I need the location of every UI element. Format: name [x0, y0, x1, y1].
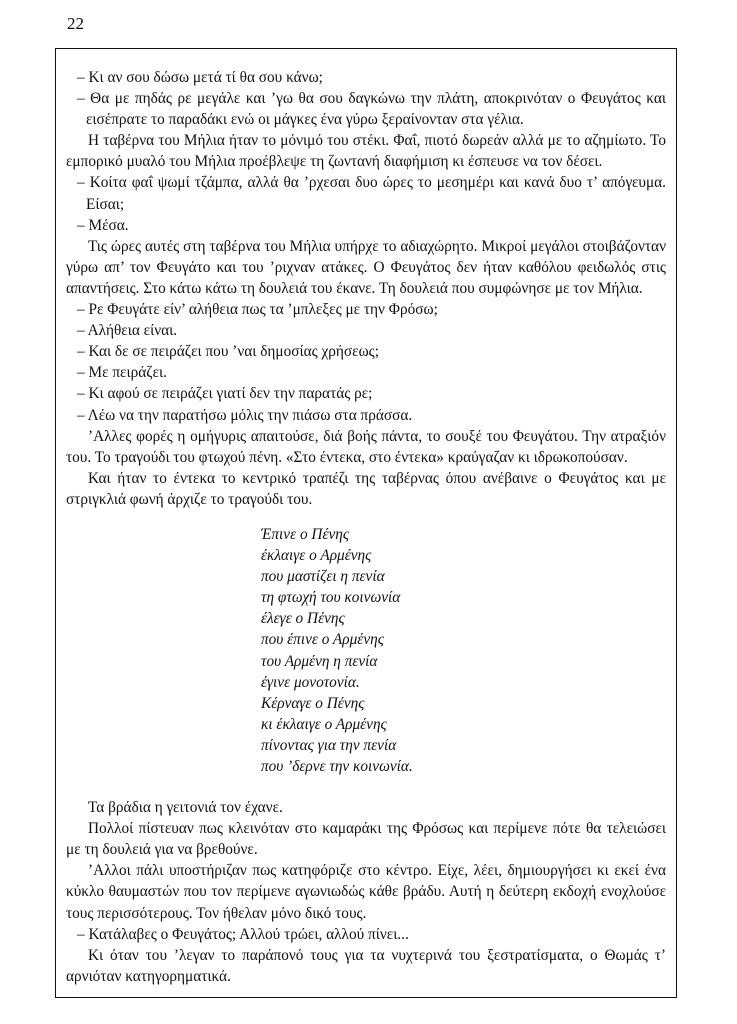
- page-body: [66, 67, 666, 987]
- poem-line: πίνοντας για την πενία: [261, 736, 397, 754]
- paragraph: Και ήταν το έντεκα το κεντρικό τραπέζι της ταβέρνας όπου ανέβαινε ο Φευγάτος και με στριγκλιά φωνή άρχιζε το τραγούδι του.: [66, 469, 666, 508]
- poem-line: κι έκλαιγε ο Αρμένης: [261, 715, 387, 733]
- poem: [261, 524, 666, 777]
- bottom-section: [66, 797, 666, 987]
- paragraph: ’Αλλοι πάλι υποστήριζαν πως κατηφόριζε στο κέντρο. Είχε, λέει, δημιουργήσει κι εκεί ένα κύκλο θαυμαστών που τον περίμενε αγωνιωδώς κάθε βράδυ. Αυτή η δεύτερη εκδοχή ενοχλούσε τους περισσότερους. Τον ήθελαν μόνο δικό τους.: [66, 862, 666, 922]
- page-number: 22: [67, 14, 84, 33]
- poem-line: του Αρμένη η πενία: [261, 652, 378, 670]
- dialogue-line: – Και δε σε πειράζει που ’ναι δημοσίας χρήσεως;: [77, 343, 379, 361]
- poem-line: Κέρναγε ο Πένης: [261, 694, 365, 712]
- paragraph: Κι όταν του ’λεγαν το παράπονό τους για τα νυχτερινά του ξεστρατίσματα, ο Θωμάς τ’ αρνιόταν κατηγορηματικά.: [66, 946, 666, 985]
- poem-line: έγινε μονοτονία.: [261, 673, 360, 691]
- paragraph: Τις ώρες αυτές στη ταβέρνα του Μήλια υπήρχε το αδιαχώρητο. Μικροί μεγάλοι στοιβάζονταν γύρω απ’ τον Φευγάτο και του ’ριχναν ατάκες. Ο Φευγάτος δεν ήταν καθόλου φειδωλός στις απαντήσεις. Στο κάτω κάτω τη δουλειά του έκανε. Τη δουλειά που συμφώνησε με τον Μήλια.: [66, 237, 666, 297]
- dialogue-line: – Ρε Φευγάτε είν’ αλήθεια πως τα ’μπλεξες με την Φρόσω;: [77, 301, 438, 319]
- dialogue-line: – Κατάλαβες ο Φευγάτος; Αλλού τρώει, αλλού πίνει...: [77, 925, 409, 943]
- poem-line: που έπινε ο Αρμένης: [261, 631, 384, 649]
- paragraph: Πολλοί πίστευαν πως κλεινόταν στο καμαράκι της Φρόσως και περίμενε πότε θα τελειώσει με τη δουλειά για να βρεθούνε.: [66, 820, 666, 859]
- paragraph: ’Αλλες φορές η ομήγυρις απαιτούσε, διά βοής πάντα, το σουξέ του Φευγάτου. Την ατραξιόν του. Το τραγούδι του φτωχού πένη. «Στο έντεκα, στο έντεκα» κραύγαζαν κι ιδρωκοπούσαν.: [66, 427, 666, 466]
- paragraph: Τα βράδια η γειτονιά τον έχανε.: [88, 799, 283, 817]
- poem-line: Έπινε ο Πένης: [261, 525, 350, 543]
- poem-line: που μαστίζει η πενία: [261, 568, 385, 586]
- dialogue-line: – Θα με πηδάς ρε μεγάλε και ’γω θα σου δαγκώνω την πλάτη, αποκρινόταν ο Φευγάτος και εισέπρατε το παραδάκι ενώ οι μάγκες ένα γύρω ξεραίνονταν στα γέλια.: [77, 90, 666, 129]
- top-section: [66, 67, 666, 510]
- dialogue-line: – Κι αν σου δώσω μετά τί θα σου κάνω;: [77, 69, 323, 86]
- dialogue-line: – Λέω να την παρατήσω μόλις την πιάσω στα πράσσα.: [77, 406, 413, 424]
- paragraph: Η ταβέρνα του Μήλια ήταν το μόνιμό του στέκι. Φαΐ, πιοτό δωρεάν αλλά με το αζημίωτο. Το εμπορικό μυαλό του Μήλια προέβλεψε τη ζωντανή διαφήμιση κι έσπευσε να τον δέσει.: [66, 132, 666, 171]
- dialogue-line: – Μέσα.: [77, 216, 129, 234]
- poem-line: τη φτωχή του κοινωνία: [261, 589, 401, 607]
- dialogue-line: – Αλήθεια είναι.: [77, 322, 178, 340]
- dialogue-line: – Κι αφού σε πειράζει γιατί δεν την παρατάς ρε;: [77, 385, 373, 403]
- poem-line: έκλαιγε ο Αρμένης: [261, 547, 372, 565]
- poem-line: έλεγε ο Πένης: [261, 610, 345, 628]
- dialogue-line: – Με πειράζει.: [77, 364, 167, 382]
- poem-line: που ’δερνε την κοινωνία.: [261, 758, 413, 775]
- dialogue-line: – Κοίτα φαΐ ψωμί τζάμπα, αλλά θα ’ρχεσαι δυο ώρες το μεσημέρι και κανά δυο τ’ απόγευμα. Είσαι;: [77, 174, 666, 213]
